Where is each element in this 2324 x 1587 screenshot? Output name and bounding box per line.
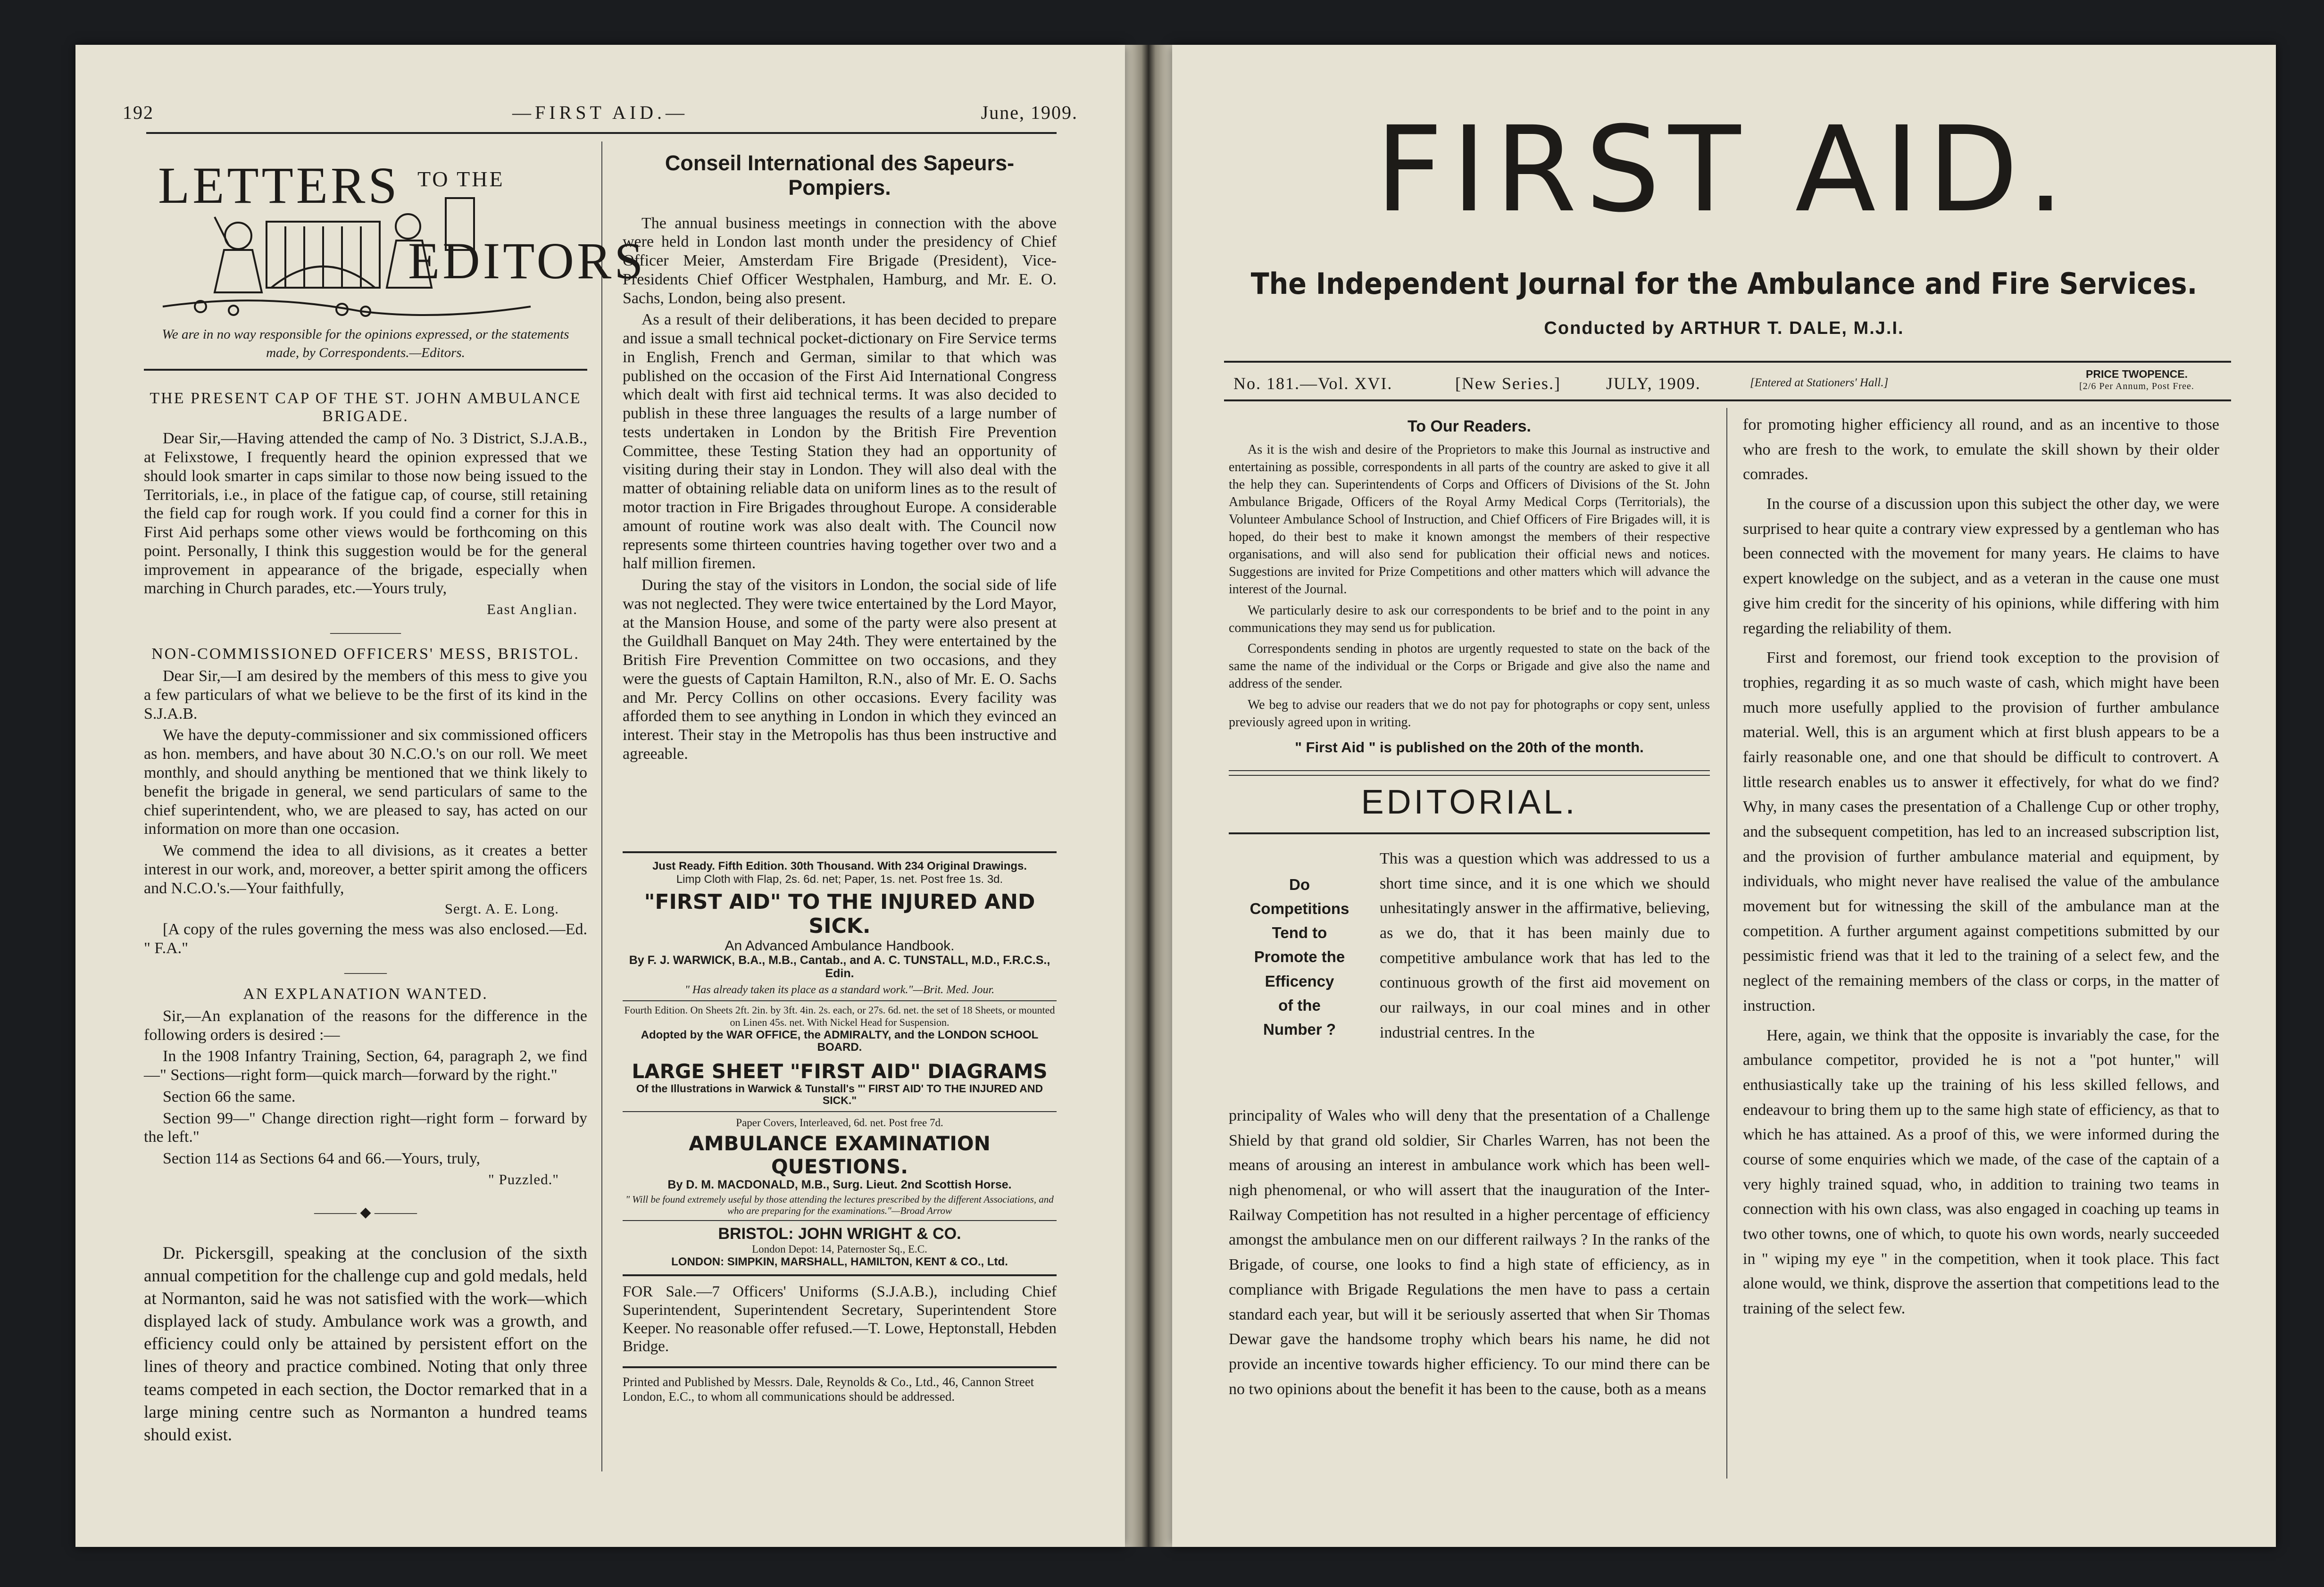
masthead-conducted: Conducted by ARTHUR T. DALE, M.J.I. — [1544, 318, 1904, 338]
readers-paragraph: Correspondents sending in photos are urgently requested to state on the back of the same the name of the individual or the Corps or Brigade and give also the name and address of the sender. — [1229, 641, 1710, 691]
advertisement — [623, 851, 1057, 1404]
letter-signature: East Anglian. — [486, 601, 578, 618]
conseil-title: Conseil International des Sapeurs-Pompiers. — [665, 151, 1015, 199]
readers-paragraph: As it is the wish and desire of the Proprietors to make this Journal as instructive and entertaining as possible, correspondents in all parts of the country are asked to give it all the help they can. Superintendents of Corps and Officers of Divisions of the St. John Ambulance Brigade, Officers of the Royal Army Medical Corps (Territorials), the Volunteer Ambulance School of Instruction, and Chief Officers of Fire Brigades will, it is hoped, do their best to make it known amongst the members of their respective organisations, and will also send for publication their official news and notices. Suggestions are invited for Prize Competitions and other matters which will advance the interest of the Journal. — [1229, 442, 1710, 597]
issue-number: No. 181.—Vol. XVI. — [1233, 374, 1393, 393]
ad-diagrams-title: LARGE SHEET "FIRST AID" DIAGRAMS — [632, 1059, 1048, 1083]
ad-diagrams-sub: Of the Illustrations in Warwick & Tunstall's "' FIRST AID' TO THE INJURED AND SICK." — [636, 1082, 1043, 1106]
left-page — [75, 45, 1125, 1547]
ad-exam-author: By D. M. MACDONALD, M.B., Surg. Lieut. 2nd Scottish Horse. — [667, 1178, 1012, 1192]
sidehead-line: Number ? — [1263, 1020, 1336, 1038]
letters-rule — [144, 369, 587, 371]
section-divider: ——— — [344, 964, 387, 980]
sidehead-line: of the — [1278, 996, 1321, 1014]
letter-paragraph: We commend the idea to all divisions, as it creates a better interest in our work, and, moreover, a better spirit among the officers and N.C.O.'s.—Your faithfully, — [144, 842, 587, 897]
letter-editor-note: [A copy of the rules governing the mess was also enclosed.—Ed. " F.A." — [144, 921, 587, 957]
running-title: —FIRST AID.— — [512, 102, 689, 123]
editorial-paragraph: Here, again, we think that the opposite is invariably the case, for the ambulance competitor, provided he is not a "pot hunter," will enthusiastically take up the training of his less skilled fellows, and endeavour to bring them up to the same high state of efficiency, as that to which he has attained. As a proof of this, we were informed during the course of some enquiries which we made, of the case of the captain of a very highly trained squad, who, in addition to training two teams in connection with his own class, was also engaged in coaching up teams in two other towns, one of which, to quote his own words, nearly succeeded in " wiping my eye " in the competition, when it took place. This fact alone would, we think, disprove the assertion that competitions lead to the training of the select few. — [1743, 1026, 2219, 1318]
ad-depot: London Depot: 14, Paternoster Sq., E.C. — [752, 1243, 927, 1255]
ad-publisher: BRISTOL: JOHN WRIGHT & CO. — [718, 1225, 961, 1243]
section-divider: ——— ◆ ——— — [314, 1205, 417, 1221]
conseil-paragraph: As a result of their deliberations, it has been decided to prepare and issue a small technical pocket-dictionary on Fire Service terms in English, French and German, similar to that which was published on the occasion of the First Aid International Congress which dealt with first aid technical terms. It was also decided to publish in these three languages the results of a large number of tests undertaken in London by the British Fire Prevention Committee, these Testing Station they had an opportunity of visiting during their stay in London. They will also deal with the matter of obtaining reliable data on uniform lines as to the result of motor traction in Fire Brigades throughout Europe. A considerable amount of routine work was also dealt with. The Council now represents some thirteen countries having together over two and a half million firemen. — [623, 311, 1057, 573]
issue-line — [1224, 368, 2231, 396]
conseil-paragraph: During the stay of the visitors in London, the social side of life was not neglected. They were twice entertained by the Lord Mayor, at the Mansion House, and some of the party were also present at the Guildhall Banquet on May 24th. They were entertained by the British Fire Prevention Committee on two occasions, and they were the guests of Captain Hamilton, R.N., also of Mr. E. O. Sachs and Mr. Percy Collins on other occasions. Every facility was afforded them to see anything in London in which they evinced an interest. Their stay in the Metropolis has thus been instructive and agreeable. — [623, 576, 1057, 763]
sidehead-line: Tend to — [1272, 924, 1327, 942]
ad-quote: " Has already taken its place as a standard work."—Brit. Med. Jour. — [684, 984, 995, 996]
editorial-lead — [1380, 847, 1710, 1050]
page-date: June, 1909. — [981, 102, 1078, 123]
issue-date: JULY, 1909. — [1606, 374, 1701, 393]
editorial-title: EDITORIAL. — [1361, 783, 1578, 821]
readers-paragraph: We beg to advise our readers that we do not pay for photographs or copy sent, unless previously agreed upon in writing. — [1229, 698, 1710, 730]
editorial-paragraph: First and foremost, our friend took exception to the provision of trophies, regarding it as so much waste of cash, which might have been much more usefully applied to the provision of further ambulance material. Well, this is an argument which at first blush appears to be a fairly reasonable one, and one that should be difficult to controvert. A little research enables us to answer it effectively, for what do we find? Why, in many cases the presentation of a Challenge Cup or other trophy, and the subsequent competition, has led to an increased subscription list, and the provision of further ambulance material and equipment, by individuals, who might never have realised the value of the ambulance movement but for witnessing the skill of the ambulance man at the competition. A further argument against competitions submitted by our pessimistic friend was that it led to the training of a select few, and the neglect of the remaining members of the class or corps, in the matter of instruction. — [1743, 649, 2219, 1014]
letter-mess — [144, 645, 587, 958]
letters-to-editors-illustration — [144, 151, 646, 325]
letters-logo — [144, 151, 646, 325]
letter-title: THE PRESENT CAP OF THE ST. JOHN AMBULANCE BRIGADE. — [150, 390, 582, 425]
sidehead-line: Competitions — [1249, 900, 1349, 918]
ad-rule — [623, 1366, 1057, 1368]
letter-title: NON-COMMISSIONED OFFICERS' MESS, BRISTOL. — [151, 645, 580, 663]
ad-london: LONDON: SIMPKIN, MARSHALL, HAMILTON, KENT & CO., Ltd. — [671, 1255, 1008, 1269]
page-number: 192 — [123, 102, 154, 123]
pickersgill-paragraph: Dr. Pickersgill, speaking at the conclusion of the sixth annual competition for the challenge cup and gold medals, held at Normanton, said he was not satisfied with the work—which displayed lack of study. Ambulance work was a growth, and efficiency could only be attained by persistent effort on the lines of theory and practice combined. Noting that only three teams competed in each section, the Doctor remarked that in a large mining centre such as Normanton a hundred teams should exist. — [144, 1244, 587, 1445]
readers-column — [1229, 417, 1710, 761]
for-sale-notice: FOR Sale.—7 Officers' Uniforms (S.J.A.B.), including Chief Superintendent, Superintendent Secretary, Superintendent Store Keeper. No reasonable offer refused.—T. Lowe, Heptonstall, Hebden Bridge. — [623, 1283, 1057, 1355]
readers-title: To Our Readers. — [1408, 417, 1531, 435]
ad-book-title: "FIRST AID" TO THE INJURED AND SICK. — [644, 890, 1035, 938]
letter-paragraph: In the 1908 Infantry Training, Section, 64, paragraph 2, we find—" Sections—right form—quick march—forward by the right." — [144, 1047, 587, 1084]
ad-rule — [623, 1000, 1057, 1001]
editorial-paragraph: principality of Wales who will deny that the presentation of a Challenge Shield by that grand old soldier, Sir Charles Warren, has not been the means of arousing an interest in ambulance work which has been well-nigh phenomenal, or who will assert that the inauguration of the Inter-Railway Competition has not resulted in a higher percentage of efficiency amongst the ambulance men on our different railways ? In the ranks of the Brigade, of course, one looks to find a high state of efficiency, as in compliance with Brigade Regulations the men have to pass a certain standard each year, but will it be seriously asserted that when Sir Thomas Dewar gave the handsome trophy which bears his name, he did not provide an incentive towards higher efficiency. To our mind there can be no two opinions about the benefit it has been to the cause, both as a means — [1229, 1107, 1710, 1398]
editorial-lead-paragraph: This was a question which was addressed to us a short time since, and it is one which we should unhesitatingly answer in the affirmative, believing, as we do, that it has been mainly due to competitive ambulance work that has led to the continuous growth of the first aid movement on our railways, in our coal mines and in other industrial centres. In the — [1380, 850, 1710, 1041]
issue-rule-bottom — [1224, 399, 2231, 401]
ad-just-ready: Just Ready. Fifth Edition. 30th Thousand. With 234 Original Drawings. — [652, 860, 1027, 872]
price: PRICE TWOPENCE. — [2086, 368, 2188, 380]
letter-paragraph: Sir,—An explanation of the reasons for the difference in the following orders is desired :— — [144, 1007, 587, 1044]
readers-rule — [1229, 775, 1710, 776]
letter-paragraph: We have the deputy-commissioner and six commissioned officers as hon. members, and have about 30 N.C.O.'s on our roll. We meet monthly, and should anything be mentioned that we think likely to benefit the brigade in general, we send particulars of same to the chief superintendent, who, we are pleased to say, has acted on our information on more than one occasion. — [144, 726, 587, 838]
svg-text:TO THE: TO THE — [417, 167, 505, 191]
letter-title: AN EXPLANATION WANTED. — [243, 985, 488, 1003]
letter-explanation — [144, 985, 587, 1188]
ad-fourth-edition: Fourth Edition. On Sheets 2ft. 2in. by 3ft. 4in. 2s. each, or 27s. 6d. net. the set of 18 Sheets, or mounted on Linen 45s. net. With Nickel Head for Suspension. — [624, 1004, 1055, 1029]
ad-book-subtitle: An Advanced Ambulance Handbook. — [725, 938, 955, 954]
readers-paragraph: We particularly desire to ask our correspondents to be brief and to the point in any communications they may send us for publication. — [1229, 603, 1710, 635]
editorial-paragraph: for promoting higher efficiency all round, and as an incentive to those who are fresh to the work, to emulate the skill shown by their older comrades. — [1743, 416, 2219, 483]
publication-notice: " First Aid " is published on the 20th of the month. — [1295, 739, 1644, 756]
readers-rule — [1229, 770, 1710, 771]
book-gutter — [1125, 45, 1172, 1547]
ad-rule — [623, 1111, 1057, 1112]
column-divider — [1726, 408, 1727, 1479]
ad-authors: By F. J. WARWICK, B.A., M.B., Cantab., and A. C. TUNSTALL, M.D., F.R.C.S., Edin. — [629, 954, 1050, 980]
price-annum: [2/6 Per Annum, Post Free. — [2079, 381, 2194, 391]
editorial-paragraph: In the course of a discussion upon this subject the other day, we were surprised to hear quite a contrary view expressed by a gentleman who has been connected with the movement for many years. He claims to have expert knowledge on the subject, and as a veteran in the cause one must give him credit for the sincerity of his opinions, while differing with him regarding the reliability of them. — [1743, 495, 2219, 637]
ad-adopted: Adopted by the WAR OFFICE, the ADMIRALTY, and the LONDON SCHOOL BOARD. — [641, 1028, 1039, 1054]
section-divider: ————— — [330, 624, 401, 640]
sidehead-line: Promote the — [1254, 948, 1345, 966]
conseil-paragraph: The annual business meetings in connection with the above were held in London last month under the presidency of Chief Officer Meier, Amsterdam Fire Brigade (President), Vice-Presidents Chief Officer Westphalen, Hamburg, and Mr. E. O. Sachs, London, being also present. — [623, 214, 1057, 307]
sidehead-line: Efficency — [1265, 972, 1334, 990]
letter-paragraph: Section 99—" Change direction right—right form – forward by the left." — [144, 1109, 587, 1146]
svg-text:LETTERS: LETTERS — [158, 157, 400, 214]
letter-cap — [144, 390, 587, 618]
masthead-subtitle: The Independent Journal for the Ambulance and Fire Services. — [1250, 266, 2198, 301]
conseil-column — [623, 151, 1057, 766]
issue-rule-top — [1224, 361, 2231, 363]
letters-disclaimer: We are in no way responsible for the opinions expressed, or the statements made, by Correspondents.—Editors. — [162, 327, 569, 361]
ad-exam-quote: " Will be found extremely useful by those attending the lectures prescribed by the different Associations, and who are preparing for the examinations."—Broad Arrow — [625, 1194, 1054, 1217]
letter-paragraph: Section 66 the same. — [163, 1088, 296, 1105]
ad-paper-covers: Paper Covers, Interleaved, 6d. net. Post free 7d. — [736, 1117, 943, 1129]
ad-rule — [623, 851, 1057, 853]
sidehead-line: Do — [1289, 876, 1310, 893]
ad-exam-title: AMBULANCE EXAMINATION QUESTIONS. — [689, 1132, 991, 1179]
letter-paragraph: Section 114 as Sections 64 and 66.—Yours, truly, — [163, 1150, 481, 1168]
editorial-sidehead — [1229, 872, 1370, 1041]
letter-signature: " Puzzled." — [488, 1171, 559, 1188]
letter-paragraph: Dear Sir,—Having attended the camp of No. 3 District, S.J.A.B., at Felixstowe, I frequently heard the opinion expressed that we should look smarter in caps similar to those now being issued to the Territorials, i.e., in place of the fatigue cap, of course, still retaining the field cap for rough work. If you could find a corner for this in First Aid perhaps some other views would be forthcoming on this point. Personally, I think this suggestion would be for the general improvement in appearance of the brigade, especially when marching in Church parades, etc.—Yours truly, — [144, 430, 587, 598]
svg-text:EDITORS: EDITORS — [408, 232, 646, 290]
right-page — [1172, 45, 2276, 1547]
column-divider — [601, 141, 602, 1471]
editorial-column-2 — [1743, 413, 2219, 1326]
editorial-continued — [1229, 1104, 1710, 1406]
printed-by: Printed and Published by Messrs. Dale, Reynolds & Co., Ltd., 46, Cannon Street London, E.C., to whom all communications should be addressed. — [623, 1374, 1034, 1404]
header-rule — [146, 132, 1057, 134]
ad-rule — [623, 1220, 1057, 1221]
masthead-title: FIRST AID. — [1375, 101, 2073, 238]
ad-rule — [623, 1274, 1057, 1276]
issue-series: [New Series.] — [1455, 374, 1561, 393]
entered-stationers: [Entered at Stationers' Hall.] — [1750, 376, 1889, 389]
letter-paragraph: Dear Sir,—I am desired by the members of this mess to give you a few particulars of what we believe to be the first of its kind in the S.J.A.B. — [144, 667, 587, 723]
letters-column — [144, 151, 646, 1449]
ad-price-line: Limp Cloth with Flap, 2s. 6d. net; Paper, 1s. net. Post free 1s. 3d. — [676, 873, 1003, 886]
editorial-rule — [1229, 832, 1710, 834]
letter-signature: Sergt. A. E. Long. — [444, 900, 559, 917]
